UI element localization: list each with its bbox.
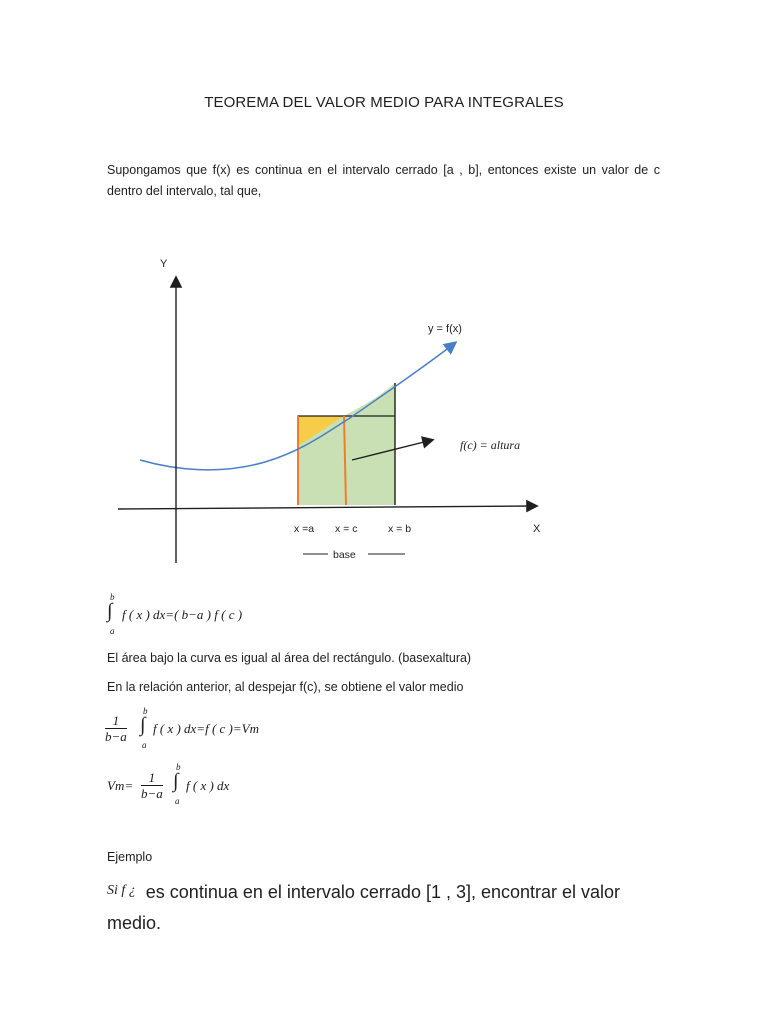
- example-statement: [107, 878, 663, 937]
- formula3-fraction: [141, 770, 163, 801]
- formula2-lower-limit: a: [142, 740, 147, 750]
- formula2-upper-limit: b: [143, 706, 148, 716]
- integral-symbol: ∫: [173, 770, 179, 792]
- formula2-body: f ( x ) dx=f ( c )=Vm: [153, 721, 259, 736]
- example-function-ref: Si f ¿: [107, 883, 136, 898]
- height-label: f(c) = altura: [460, 438, 521, 452]
- formula1-lower-limit: a: [110, 626, 115, 636]
- formula2-denominator: b−a: [105, 729, 127, 744]
- y-axis-label: Y: [160, 258, 168, 270]
- tick-label-c: x = c: [335, 523, 358, 535]
- tick-label-b: x = b: [388, 523, 412, 535]
- formula3-body: f ( x ) dx: [186, 778, 230, 793]
- integral-symbol: ∫: [140, 714, 146, 736]
- area-statement: El área bajo la curva es igual al área del rectángulo. (basexaltura): [107, 651, 472, 665]
- formula2-fraction: [105, 713, 127, 744]
- base-label: base: [333, 549, 356, 561]
- integral-symbol: ∫: [107, 600, 113, 622]
- page-title: TEOREMA DEL VALOR MEDIO PARA INTEGRALES: [204, 94, 564, 111]
- example-heading: Ejemplo: [107, 850, 153, 864]
- tick-label-a: x =a: [294, 523, 315, 535]
- formula3-upper-limit: b: [176, 762, 181, 772]
- curve-label: y = f(x): [428, 323, 462, 335]
- formula3-lower-limit: a: [175, 796, 180, 806]
- relation-statement: En la relación anterior, al despejar f(c), se obtiene el valor medio: [107, 680, 464, 694]
- x-axis-label: X: [533, 523, 541, 535]
- formula1-body: f ( x ) dx=( b−a ) f ( c ): [122, 607, 243, 622]
- example-text: es continua en el intervalo cerrado [1 , 3], encontrar el valor medio.: [107, 882, 621, 933]
- formula3-numerator: 1: [141, 770, 163, 786]
- formula3-lhs: Vm=: [107, 778, 134, 793]
- formula1-upper-limit: b: [110, 592, 115, 602]
- intro-paragraph: Supongamos que f(x) es continua en el intervalo cerrado [a , b], entonces existe un valor de c dentro del intervalo, tal que,: [107, 163, 660, 198]
- formula2-numerator: 1: [105, 713, 127, 729]
- mean-value-graph: [100, 250, 560, 570]
- formula3-denominator: b−a: [141, 786, 163, 801]
- mean-value-figure: [100, 250, 560, 570]
- x-axis: [118, 506, 536, 509]
